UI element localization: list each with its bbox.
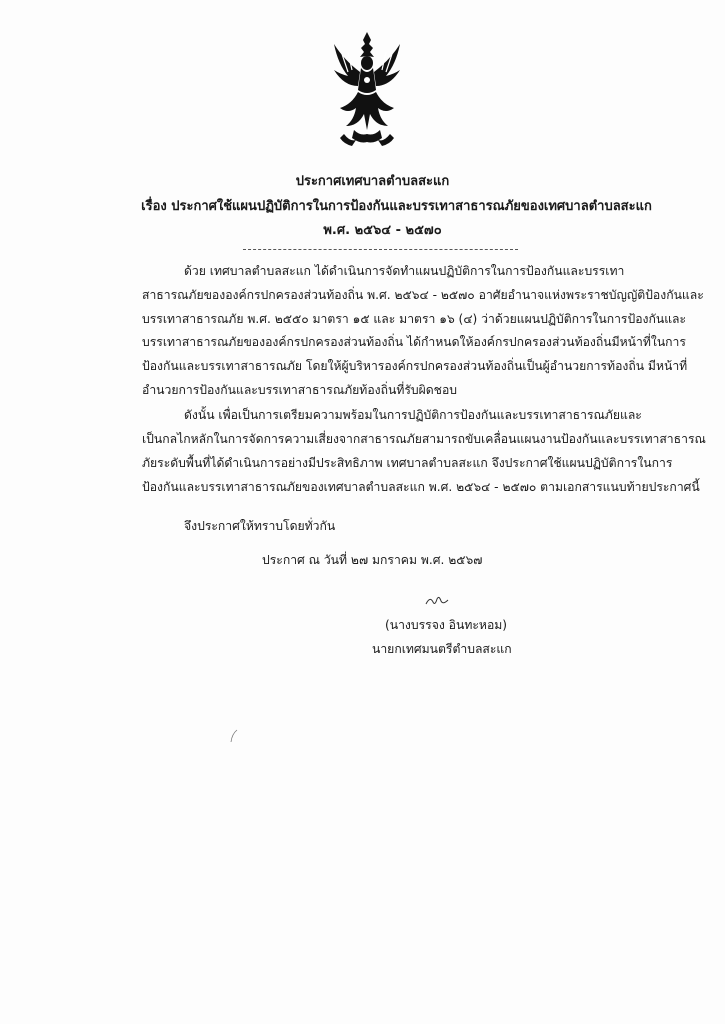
paragraph2-line: ป้องกันและบรรเทาสาธารณภัยของเทศบาลตำบลสะแก พ.ศ. ๒๕๖๔ - ๒๕๗๐ ตามเอกสารแนบท้ายประกาศนี้ [142,480,700,494]
paragraph2-line: ดังนั้น เพื่อเป็นการเตรียมความพร้อมในการปฏิบัติการป้องกันและบรรเทาสาธารณภัยและ [184,408,642,422]
signature-scribble-icon [424,594,450,608]
signer-name: (นางบรรจง อินทะหอม) [385,618,508,632]
paragraph1-line: ป้องกันและบรรเทาสาธารณภัย โดยให้ผู้บริหารองค์กรปกครองส่วนท้องถิ่นเป็นผู้อำนวยการท้องถิ่น มีหน้าที่ [142,359,688,373]
signer-position: นายกเทศมนตรีตำบลสะแก [372,642,512,656]
title-divider [243,249,518,250]
paragraph2-line: เป็นกลไกหลักในการจัดการความเสี่ยงจากสาธารณภัยสามารถขับเคลื่อนแผนงานป้องกันและบรรเทาสาธารณ [142,432,706,446]
announcement-subject: เรื่อง ประกาศใช้แผนปฏิบัติการในการป้องกันและบรรเทาสาธารณภัยของเทศบาลตำบลสะแก [141,199,652,214]
closing-statement: จึงประกาศให้ทราบโดยทั่วกัน [184,519,336,533]
paragraph1-line: สาธารณภัยขององค์กรปกครองส่วนท้องถิ่น พ.ศ. ๒๕๖๔ - ๒๕๗๐ อาศัยอำนาจแห่งพระราชบัญญัติป้องกันและ [142,288,704,302]
paragraph1-line: บรรเทาสาธารณภัย พ.ศ. ๒๕๕๐ มาตรา ๑๕ และ มาตรา ๑๖ (๔) ว่าด้วยแผนปฏิบัติการในการป้องกันและ [142,312,687,326]
paragraph1-line: อำนวยการป้องกันและบรรเทาสาธารณภัยท้องถิ่นที่รับผิดชอบ [142,383,458,397]
garuda-emblem-icon [330,30,404,148]
paragraph1-line: ด้วย เทศบาลตำบลสะแก ได้ดำเนินการจัดทำแผนปฏิบัติการในการป้องกันและบรรเทา [184,264,625,278]
paragraph2-line: ภัยระดับพื้นที่ได้ดำเนินการอย่างมีประสิทธิภาพ เทศบาลตำบลสะแก จึงประกาศใช้แผนปฏิบัติการในการ [142,456,673,470]
announcement-date: ประกาศ ณ วันที่ ๒๗ มกราคม พ.ศ. ๒๕๖๗ [262,553,483,567]
paragraph1-line: บรรเทาสาธารณภัยขององค์กรปกครองส่วนท้องถิ่น ได้กำหนดให้องค์กรปกครองส่วนท้องถิ่นมีหน้าที่ในการ [142,335,686,349]
announcement-title: ประกาศเทศบาลตำบลสะแก [295,174,450,189]
announcement-period: พ.ศ. ๒๕๖๔ - ๒๕๗๐ [323,223,442,238]
scan-mark-icon [228,728,240,744]
